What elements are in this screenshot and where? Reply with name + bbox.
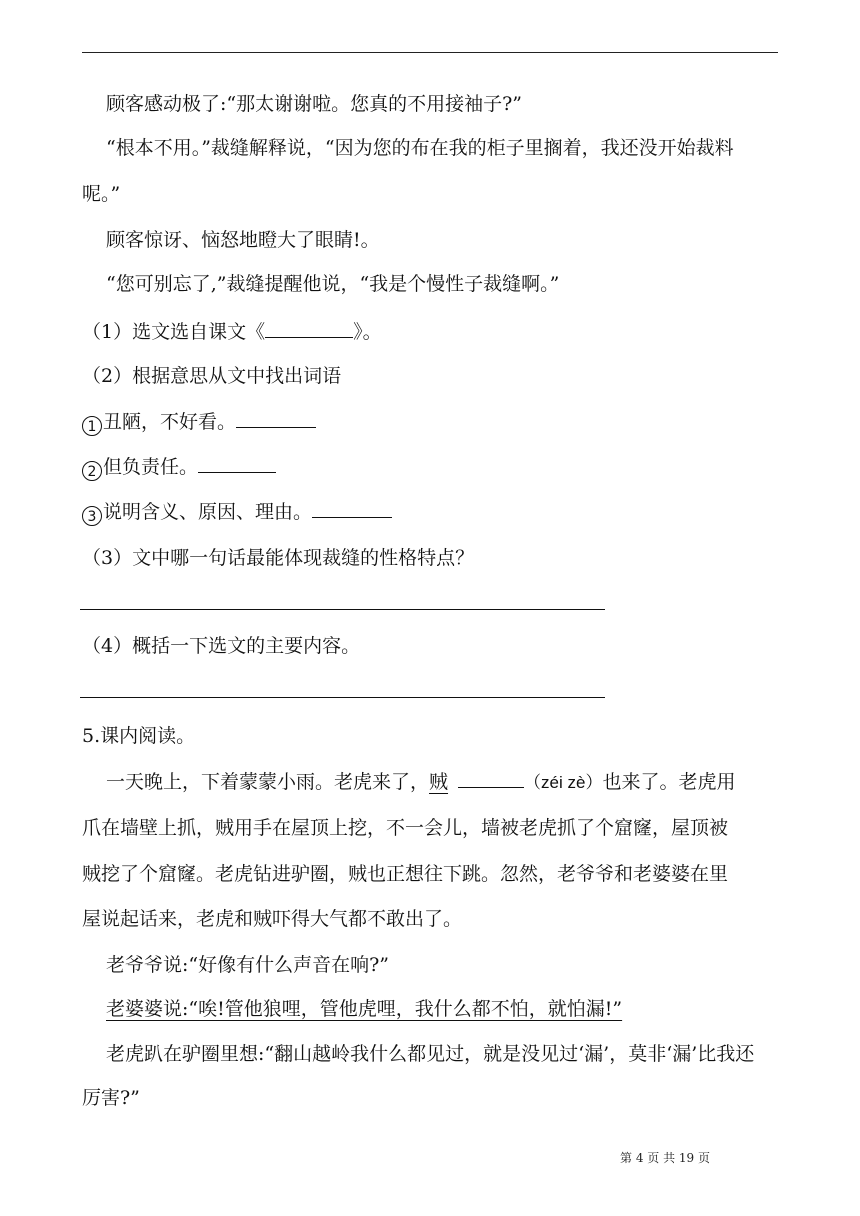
question-2: （2）根据意思从文中找出词语 bbox=[82, 365, 342, 387]
passage-line: 老虎趴在驴圈里想:“翻山越岭我什么都见过，就是没见过‘漏’，莫非‘漏’比我还 bbox=[106, 1043, 755, 1065]
question-2-item bbox=[82, 498, 392, 526]
header-rule bbox=[82, 52, 778, 53]
passage-line: 屋说起话来，老虎和贼吓得大气都不敢出了。 bbox=[82, 908, 463, 930]
question-2-item-text: 但负责任。 bbox=[103, 456, 199, 478]
answer-blank[interactable] bbox=[458, 769, 524, 788]
passage-text: 也来了。老虎用 bbox=[602, 771, 736, 793]
passage-line: 贼挖了个窟窿。老虎钻进驴圈，贼也正想往下跳。忽然，老爷爷和老婆婆在里 bbox=[82, 863, 729, 885]
pinyin-options: （zéi zè） bbox=[524, 773, 603, 792]
question-2-item bbox=[82, 453, 276, 481]
passage-line: 爪在墙壁上抓，贼用手在屋顶上挖，不一会儿，墙被老虎抓了个窟窿，屋顶被 bbox=[82, 817, 729, 839]
question-1-suffix: 》。 bbox=[353, 321, 382, 343]
answer-blank[interactable] bbox=[236, 409, 316, 428]
question-1-prefix: （1）选文选自课文《 bbox=[82, 321, 266, 343]
question-2-item bbox=[82, 408, 316, 436]
question-4: （4）概括一下选文的主要内容。 bbox=[82, 635, 361, 657]
passage-line: 厉害?” bbox=[82, 1087, 140, 1109]
passage-paragraph-continued: 呢。” bbox=[82, 183, 121, 205]
passage-paragraph: 老爷爷说:“好像有什么声音在响?” bbox=[106, 954, 390, 976]
section-heading: 5.课内阅读。 bbox=[82, 725, 196, 747]
page-number: 第 4 页 共 19 页 bbox=[620, 1151, 710, 1165]
passage-paragraph: 顾客感动极了:“那太谢谢啦。您真的不用接袖子?” bbox=[106, 93, 523, 115]
answer-blank[interactable] bbox=[312, 499, 392, 518]
answer-line[interactable] bbox=[80, 697, 605, 698]
answer-blank[interactable] bbox=[265, 319, 353, 338]
circled-number-2: 2 bbox=[82, 461, 102, 481]
underlined-sentence: 老婆婆说:“唉!管他狼哩，管他虎哩，我什么都不怕，就怕漏!” bbox=[106, 998, 623, 1020]
question-3: （3）文中哪一句话最能体现裁缝的性格特点？ bbox=[82, 547, 475, 569]
circled-number-3: 3 bbox=[82, 506, 102, 526]
passage-paragraph: “根本不用。”裁缝解释说，“因为您的布在我的柜子里搁着，我还没开始裁料 bbox=[106, 137, 734, 159]
passage-text: 一天晚上，下着蒙蒙小雨。老虎来了， bbox=[106, 771, 430, 793]
underlined-character: 贼 bbox=[429, 771, 449, 793]
passage-paragraph: 顾客惊讶、恼怒地瞪大了眼睛!。 bbox=[106, 229, 380, 251]
passage-line bbox=[106, 768, 735, 797]
question-1 bbox=[82, 318, 382, 346]
passage-paragraph: “您可别忘了,”裁缝提醒他说，“我是个慢性子裁缝啊。” bbox=[106, 273, 560, 295]
question-2-item-text: 丑陋，不好看。 bbox=[103, 411, 237, 433]
question-2-item-text: 说明含义、原因、理由。 bbox=[103, 501, 313, 523]
answer-line[interactable] bbox=[80, 609, 605, 610]
circled-number-1: 1 bbox=[82, 416, 102, 436]
answer-blank[interactable] bbox=[198, 454, 276, 473]
